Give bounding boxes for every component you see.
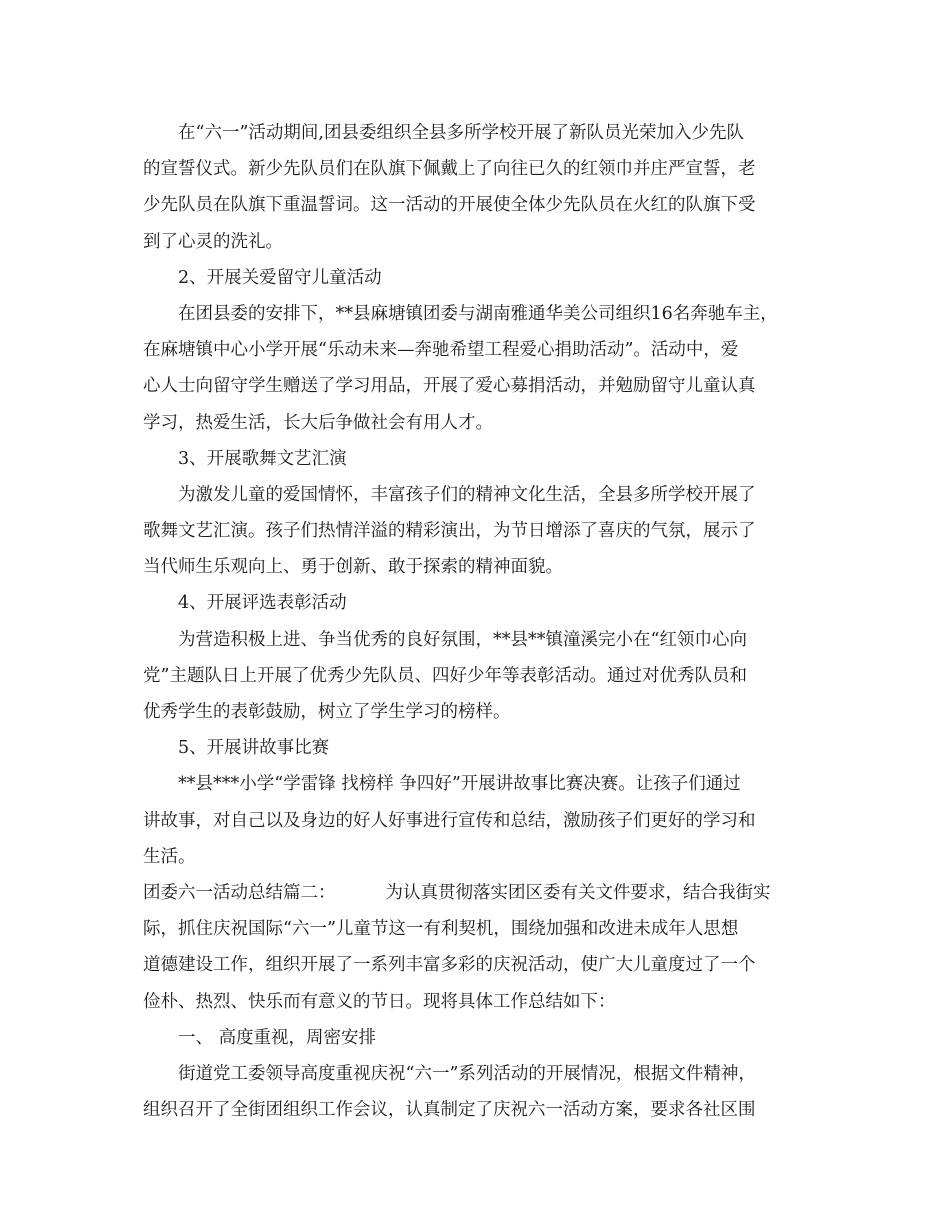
paragraph-line: 在麻塘镇中心小学开展“乐动未来—奔驰希望工程爱心捐助活动”。活动中，爱 [143,340,739,361]
article-subtitle: 团委六一活动总结篇二： [143,882,336,903]
section-heading: 一、 高度重视，周密安排 [178,1027,377,1048]
section-heading: 5、开展讲故事比赛 [178,738,330,759]
paragraph-line: 讲故事，对自己以及身边的好人好事进行宣传和总结，激励孩子们更好的学习和 [143,810,756,831]
paragraph-line: 在团县委的安排下，**县麻塘镇团委与湖南雅通华美公司组织16名奔驰车主， [178,303,778,324]
paragraph-line: 为认真贯彻落实团区委有关文件要求，结合我街实 [385,882,771,903]
paragraph-line: 在“六一”活动期间,团县委组织全县多所学校开展了新队员光荣加入少先队 [178,123,744,143]
paragraph-line: 为激发儿童的爱国情怀，丰富孩子们的精神文化生活，全县多所学校开展了 [178,484,756,505]
paragraph-line: 优秀学生的表彰鼓励，树立了学生学习的榜样。 [143,702,511,722]
paragraph-line: 道德建设工作，组织开展了一系列丰富多彩的庆祝活动，使广大儿童度过了一个 [143,955,756,976]
paragraph-line: 党”主题队日上开展了优秀少先队员、四好少年等表彰活动。通过对优秀队员和 [143,665,747,686]
paragraph-line: 际，抓住庆祝国际“六一”儿童节这一有利契机，围绕加强和改进未成年人思想 [143,919,739,940]
section-heading: 3、开展歌舞文艺汇演 [178,448,347,469]
paragraph-line: 生活。 [143,846,196,867]
paragraph-line: 为营造积极上进、争当优秀的良好氛围，**县**镇潼溪完小在“红领巾心向 [178,629,747,650]
paragraph-line: 组织召开了全街团组织工作会议，认真制定了庆祝六一活动方案，要求各社区围 [143,1100,756,1121]
paragraph-line: 歌舞文艺汇演。孩子们热情洋溢的精彩演出，为节日增添了喜庆的气氛，展示了 [143,521,756,542]
paragraph-line [143,875,813,911]
paragraph-line: 心人士向留守学生赠送了学习用品，开展了爱心募捐活动，并勉励留守儿童认真 [143,376,756,397]
section-heading: 2、开展关爱留守儿童活动 [178,267,382,288]
paragraph-line: 到了心灵的洗礼。 [143,231,283,252]
document-body [143,115,813,1128]
paragraph-line: 少先队员在队旗下重温誓词。这一活动的开展使全体少先队员在火红的队旗下受 [143,195,756,216]
paragraph-line: 俭朴、热烈、快乐而有意义的节日。现将具体工作总结如下： [143,991,616,1012]
paragraph-line: 学习，热爱生活，长大后争做社会有用人才。 [143,412,493,433]
section-heading: 4、开展评选表彰活动 [178,593,347,614]
paragraph-line: 的宣誓仪式。新少先队员们在队旗下佩戴上了向往已久的红领巾并庄严宣誓，老 [143,159,756,180]
paragraph-line: 当代师生乐观向上、勇于创新、敢于探索的精神面貌。 [143,557,563,578]
paragraph-line: 街道党工委领导高度重视庆祝“六一”系列活动的开展情况，根据文件精神， [178,1063,756,1084]
paragraph-line: **县***小学“学雷锋 找榜样 争四好”开展讲故事比赛决赛。让孩子们通过 [178,774,741,795]
